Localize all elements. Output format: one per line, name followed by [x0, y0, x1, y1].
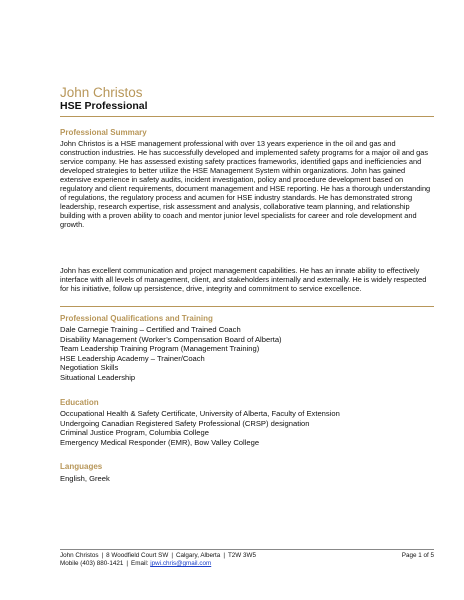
- list-item: HSE Leadership Academy – Trainer/Coach: [60, 353, 205, 363]
- summary-heading: Professional Summary: [60, 128, 147, 137]
- qualifications-heading: Professional Qualifications and Training: [60, 314, 213, 323]
- footer-mobile: Mobile (403) 880-1421: [60, 560, 124, 567]
- education-heading: Education: [60, 398, 99, 407]
- footer-divider: [60, 549, 434, 550]
- summary-paragraph-2: John has excellent communication and project management capabilities. He has an innate ability to effectively interface with all levels of management, client, and stakeholders internally and externally. He is widely respected for his initiative, follow up persistence, drive, integrity and commitment to service excellence.: [60, 266, 427, 293]
- list-item: Team Leadership Training Program (Management Training): [60, 344, 260, 354]
- candidate-title: HSE Professional: [60, 100, 148, 112]
- candidate-name: John Christos: [60, 85, 143, 100]
- list-item: Disability Management (Worker’s Compensation Board of Alberta): [60, 334, 282, 344]
- education-list: [60, 409, 434, 447]
- header-divider: [60, 116, 434, 117]
- list-item: Negotiation Skills: [60, 363, 119, 373]
- list-item: Criminal Justice Program, Columbia College: [60, 428, 209, 438]
- footer-name: John Christos: [60, 552, 99, 559]
- footer-line-1: John Christos | 8 Woodfield Court SW | Calgary, Alberta | T2W 3W5: [60, 552, 256, 559]
- list-item: Undergoing Canadian Registered Safety Professional (CRSP) designation: [60, 418, 310, 428]
- footer-city: Calgary, Alberta: [175, 552, 221, 559]
- list-item: Situational Leadership: [60, 372, 136, 382]
- email-link[interactable]: jpwi.chris@gmail.com: [150, 560, 212, 567]
- summary-paragraph-1: John Christos is a HSE management professional with over 13 years experience in the oil and gas and construction industries. He has successfully developed and implemented safety programs for a major oil and gas service company. He has assessed existing safety practices frameworks, identified gaps and inefficiencies and developed strategies to better utilize the HSE Management System within organizations. John has gained extensive experience in safety audits, incident investigation, policy and procedure development based on regulatory and client requirements, document management and HSE reporting. He has a thorough understanding of regulations, the regulatory process and acumen for HSE industry standards. He has demonstrated strong leadership, research expertise, risk assessment and analysis, collaborative team planning, and relationship building with a proven ability to coach and mentor junior level specialists for career and role development and growth.: [60, 139, 431, 229]
- summary-divider: [60, 306, 434, 307]
- languages-heading: Languages: [60, 462, 103, 471]
- footer-postal: T2W 3W5: [227, 552, 256, 559]
- footer-line-2: Mobile (403) 880-1421 | Email: jpwi.chris@gmail.com: [60, 560, 212, 567]
- qualifications-list: [60, 325, 434, 383]
- footer-address: 8 Woodfield Court SW: [106, 552, 169, 559]
- page-number: Page 1 of 5: [401, 552, 434, 559]
- languages-value: English, Greek: [60, 474, 110, 483]
- list-item: Emergency Medical Responder (EMR), Bow Valley College: [60, 437, 260, 447]
- list-item: Occupational Health & Safety Certificate, University of Alberta, Faculty of Extension: [60, 409, 340, 418]
- footer-email-label: Email:: [131, 560, 149, 567]
- list-item: Dale Carnegie Training – Certified and Trained Coach: [60, 325, 241, 334]
